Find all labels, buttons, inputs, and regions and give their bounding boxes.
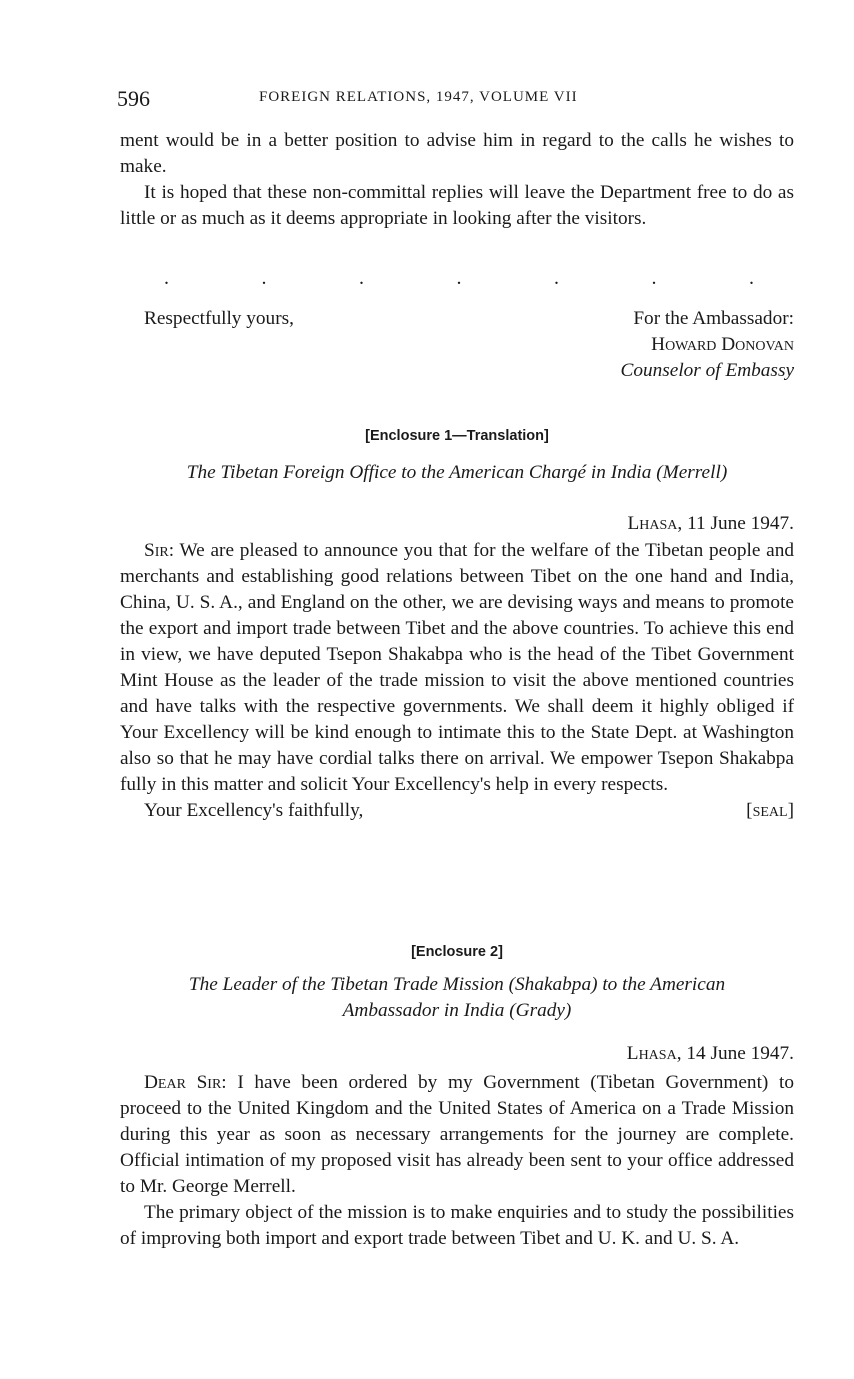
page-number: 596	[117, 86, 150, 111]
enclosure-2-title-line-2: Ambassador in India (Grady)	[342, 1000, 572, 1021]
ellipsis-dot: .	[359, 267, 364, 289]
enclosure-2-label: [Enclosure 2]	[411, 944, 503, 960]
intro-section	[120, 128, 794, 232]
enclosure-2-paragraph-1	[120, 1070, 794, 1200]
enclosure-1-title: The Tibetan Foreign Office to the American Chargé in India (Merrell)	[186, 462, 728, 483]
ellipsis-dot: .	[456, 267, 462, 289]
signer-name: Howard Donovan	[651, 334, 794, 355]
enclosure-2-paragraph-2: The primary object of the mission is to make enquiries and to study the possibilities of improving both import and export trade between Tibet and U. K. and U. S. A.	[120, 1202, 794, 1249]
dateline-place: Lhasa,	[626, 1043, 682, 1064]
dateline-date: 14 June 1947.	[686, 1043, 794, 1064]
enclosure-1-letter	[120, 538, 794, 798]
ellipsis-dot: .	[261, 267, 267, 289]
signer-title: Counselor of Embassy	[620, 360, 794, 381]
letter-body-text: I have been ordered by my Government (Tibetan Government) to proceed to the United Kingdom and the United States of America on a Trade Mission during this year as soon as necessary arrangements for the journey are complete. Official intimation of my proposed visit has already been sent to your office addressed to Mr. George Merrell.	[120, 1072, 794, 1197]
ellipsis-dot: .	[164, 267, 169, 289]
seal-mark: [seal]	[746, 800, 794, 821]
letter-closing: Your Excellency's faithfully,	[144, 800, 364, 821]
dateline-place: Lhasa,	[627, 513, 683, 534]
for-ambassador-line: For the Ambassador:	[633, 308, 794, 329]
enclosure-2-title-line-1: The Leader of the Tibetan Trade Mission (Shakabpa) to the American	[188, 974, 726, 995]
closing-salutation: Respectfully yours,	[144, 308, 294, 329]
letter-salutation: Sir:	[144, 540, 175, 561]
running-head: FOREIGN RELATIONS, 1947, VOLUME VII	[259, 89, 578, 105]
enclosure-1-closing-line	[120, 798, 794, 824]
ellipsis-dots	[164, 268, 754, 290]
enclosure-2-body	[120, 1070, 794, 1252]
letter-salutation: Dear Sir:	[144, 1072, 227, 1093]
closing-signature-block	[480, 306, 794, 384]
page-header	[117, 86, 795, 112]
letter-body-text: We are pleased to announce you that for the welfare of the Tibetan people and merchants and establishing good relations between Tibet on the one hand and India, China, U. S. A., and England on the other, we are devising ways and means to promote the export and import trade between Tibet and the above countries. To achieve this end in view, we have deputed Tsepon Shakabpa who is the head of the Tibet Government Mint House as the leader of the trade mission to visit the above mentioned countries and have talks with the respective governments. We shall deem it highly obliged if Your Excellency will be kind enough to intimate this to the State Dept. at Washington also so that he may have cordial talks there on arrival. We empower Tsepon Shakabpa fully in this matter and solicit Your Excellency's help in every respects.	[120, 540, 794, 795]
ellipsis-dot: .	[554, 267, 559, 289]
dateline-date: 11 June 1947.	[687, 513, 794, 534]
enclosure-1-body	[120, 538, 794, 824]
enclosure-1-dateline	[480, 511, 794, 537]
enclosure-2-title	[120, 972, 794, 1024]
intro-paragraph-2: It is hoped that these non-committal replies will leave the Department free to do as little or as much as it deems appropriate in looking after the visitors.	[120, 182, 794, 229]
enclosure-2-dateline	[480, 1041, 794, 1067]
enclosure-1-label: [Enclosure 1—Translation]	[365, 428, 549, 444]
ellipsis-dot: .	[651, 267, 657, 289]
ellipsis-dot: .	[749, 267, 754, 289]
intro-paragraph-1: ment would be in a better position to advise him in regard to the calls he wishes to make.	[120, 130, 794, 177]
